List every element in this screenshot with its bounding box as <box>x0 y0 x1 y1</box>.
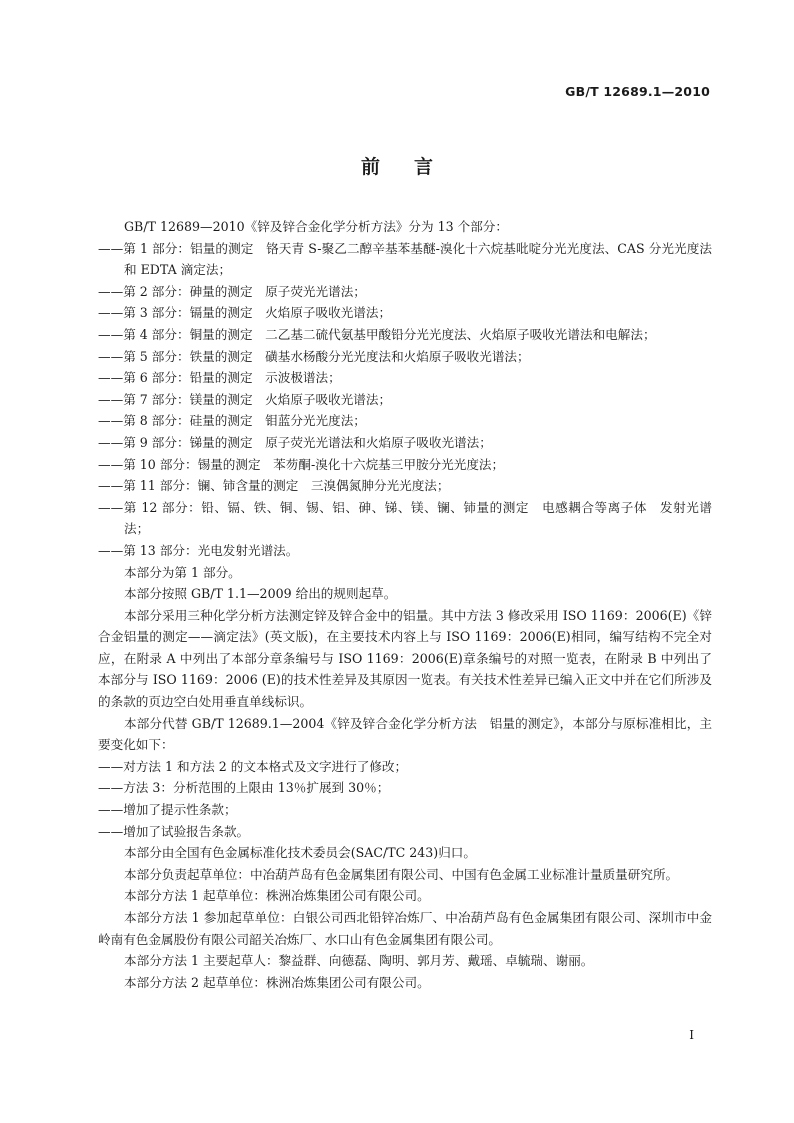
list-item: ——第 2 部分：砷量的测定 原子荧光光谱法； <box>98 283 366 299</box>
list-item: ——第 3 部分：镉量的测定 火焰原子吸收光谱法； <box>98 305 392 321</box>
method1-participants-paragraph: 本部分方法 1 参加起草单位：白银公司西北铅锌冶炼厂、中冶葫芦岛有色金属集团有限公司、深圳市中金岭南有色金属股份有限公司韶关冶炼厂、水口山有色金属集团有限公司。 <box>98 910 712 947</box>
intro-paragraph: GB/T 12689—2010《锌及锌合金化学分析方法》分为 13 个部分： <box>124 219 508 234</box>
committee-paragraph: 本部分由全国有色金属标准化技术委员会(SAC/TC 243)归口。 <box>124 845 476 861</box>
list-item: ——增加了提示性条款； <box>98 802 237 818</box>
replacement-paragraph: 本部分代替 GB/T 12689.1—2004《锌及锌合金化学分析方法 铝量的测定》，本部分与原标准相比，主要变化如下： <box>98 715 712 753</box>
standard-code: GB/T 12689.1—2010 <box>565 84 710 99</box>
list-item: ——第 4 部分：铜量的测定 二乙基二硫代氨基甲酸铅分光光度法、火焰原子吸收光谱法和电解法； <box>98 326 656 342</box>
list-item: ——第 9 部分：锑量的测定 原子荧光光谱法和火焰原子吸收光谱法； <box>98 434 492 450</box>
this-part-paragraph: 本部分为第 1 部分。 <box>124 564 241 580</box>
changes-list <box>98 756 712 842</box>
list-item: ——对方法 1 和方法 2 的文本格式及文字进行了修改； <box>98 758 408 774</box>
list-item: ——第 6 部分：铅量的测定 示波极谱法； <box>98 370 341 386</box>
method2-unit-paragraph: 本部分方法 2 起草单位：株洲冶炼集团公司有限公司。 <box>124 974 430 990</box>
list-item: ——方法 3：分析范围的上限由 13％扩展到 30％； <box>98 780 390 796</box>
iso-adoption-paragraph: 本部分采用三种化学分析方法测定锌及锌合金中的铝量。其中方法 3 修改采用 ISO 1169：2006(E)《锌合金铝量的测定——滴定法》(英文版)，在主要技术内容上与 ISO 1169：2006(E)相同，编写结构不完全对应，在附录 A 中列出了本部分章条编号与 ISO 1169：2006(E)章条编号的对照一览表，在附录 B 中列出了本部分与 ISO 1169：2006 (E)的技术性差异及其原因一览表。有关技术性差异已编入正文中并在它们所涉及的条款的页边空白处用垂直单线标识。 <box>98 607 712 710</box>
list-item: ——第 7 部分：镁量的测定 火焰原子吸收光谱法； <box>98 391 392 407</box>
list-item: ——第 5 部分：铁量的测定 磺基水杨酸分光光度法和火焰原子吸收光谱法； <box>98 348 530 364</box>
list-item: ——第 8 部分：硅量的测定 钼蓝分光光度法； <box>98 413 366 429</box>
method1-unit-paragraph: 本部分方法 1 起草单位：株洲冶炼集团公司有限公司。 <box>124 888 430 904</box>
drafting-rules-paragraph: 本部分按照 GB/T 1.1—2009 给出的规则起草。 <box>124 586 397 602</box>
foreword-body <box>98 216 712 993</box>
page-number: I <box>689 1028 694 1042</box>
list-item: ——第 1 部分：铝量的测定 铬天青 S-聚乙二醇辛基苯基醚-溴化十六烷基吡啶分光光度法、CAS 分光光度法和 EDTA 滴定法； <box>98 240 712 278</box>
parts-list <box>98 238 712 562</box>
list-item: ——第 13 部分：光电发射光谱法。 <box>98 542 299 558</box>
page-title: 前言 <box>360 156 467 178</box>
list-item: ——第 10 部分：锡量的测定 苯芴酮-溴化十六烷基三甲胺分光光度法； <box>98 456 505 472</box>
list-item: ——增加了试验报告条款。 <box>98 823 250 839</box>
list-item: ——第 12 部分：铅、镉、铁、铜、锡、铝、砷、锑、镁、镧、铈量的测定 电感耦合等离子体 发射光谱法； <box>98 499 712 537</box>
list-item: ——第 11 部分：镧、铈含量的测定 三溴偶氮胂分光光度法； <box>98 478 450 494</box>
drafting-units-paragraph: 本部分负责起草单位：中冶葫芦岛有色金属集团有限公司、中国有色金属工业标准计量质量研究所。 <box>124 866 679 882</box>
method1-drafters-paragraph: 本部分方法 1 主要起草人：黎益群、向德磊、陶明、郭月芳、戴瑶、卓毓瑞、谢丽。 <box>124 953 594 969</box>
